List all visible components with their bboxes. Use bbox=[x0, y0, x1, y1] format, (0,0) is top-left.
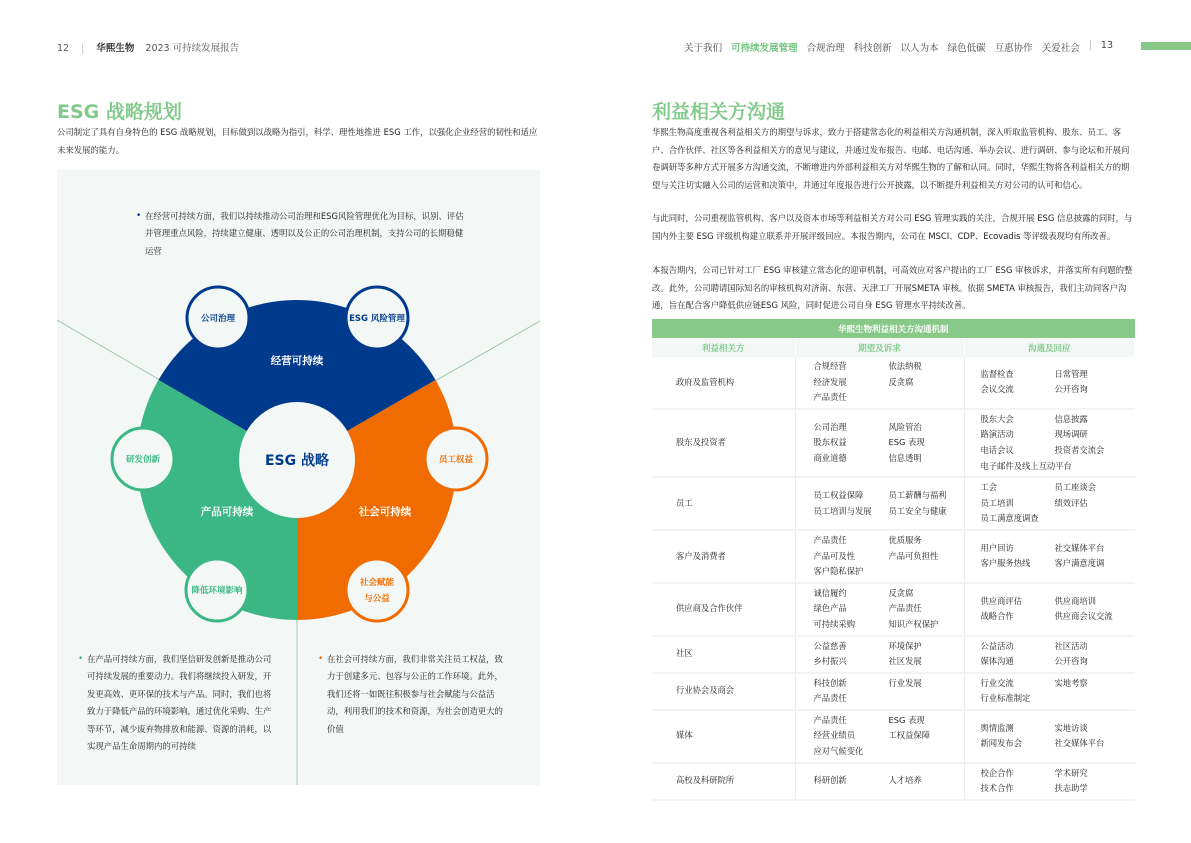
node-label: 与公益 bbox=[364, 594, 390, 604]
response-item: 员工满意度调查 bbox=[980, 513, 1039, 524]
expectation-item: 产品责任 bbox=[813, 534, 847, 545]
right-paragraph-3: 本报告期内，公司已针对工厂 ESG 审核建立常态化的迎审机制，可高效应对客户提出的工厂 ESG 审核诉求，并落实所有问题的整改。此外，公司聘请国际知名的审核机构对济南、东营、天津工厂开展SMETA 审核。依据 SMETA 审核报告，我们主动同客户沟通，旨在配合客户降低供应链ESG 风险，同时促进公司自身 ESG 管理水平持续改善。 bbox=[652, 265, 1133, 311]
response-item: 信息披露 bbox=[1054, 413, 1088, 424]
response-item: 客户服务热线 bbox=[980, 558, 1031, 569]
bullet-society: • 在社会可持续方面，我们非常关注员工权益，致力于创建多元、包容与公正的工作环境。此外，我们还将一如既往积极参与社会赋能与公益活动，利用我们的技术和资源，为社会创造更大的价值 bbox=[318, 654, 503, 734]
response-item: 用户回访 bbox=[980, 542, 1014, 553]
column-header: 利益相关方 bbox=[652, 338, 795, 357]
nav-item[interactable]: 绿色低碳 bbox=[947, 43, 986, 54]
response-item: 会议交流 bbox=[980, 384, 1014, 395]
expectation-item: 社区发展 bbox=[888, 656, 922, 667]
expectation-item: 反贪腐 bbox=[888, 587, 914, 598]
table-row bbox=[652, 583, 1135, 636]
right-paragraph-1: 华熙生物高度重视各利益相关方的期望与诉求，致力于搭建常态化的利益相关方沟通机制，深入听取监管机构、股东、员工、客户、合作伙伴、社区等各利益相关方的意见与建议，并通过发布报告、电邮、电话沟通、举办会议、进行调研、参与论坛和开展问卷调研等多种方式开展多方沟通交流，不断增进内外部利益相关方对华熙生物的了解和认同。同时，华熙生物将各利益相关方的期望与关注切实融入公司的运营和决策中，并通过年度报告进行公开披露，以不断提升利益相关方对公司的认可和信心。 bbox=[652, 127, 1130, 190]
response-item: 社交媒体平台 bbox=[1054, 542, 1105, 553]
nav-item[interactable]: 科技创新 bbox=[853, 43, 892, 54]
expectation-item: 诚信履约 bbox=[813, 587, 847, 598]
response-item: 员工培训 bbox=[980, 497, 1014, 508]
stakeholder-name: 行业协会及商会 bbox=[652, 673, 795, 710]
expectation-item: 员工培训与发展 bbox=[813, 505, 872, 516]
expectation-item: 股东权益 bbox=[813, 437, 847, 448]
response-item: 行业交流 bbox=[980, 677, 1014, 688]
bullet-text: 在产品可持续方面，我们坚信研发创新是推动公司可持续发展的重要动力。我们将继续投入研发，开发更高效、更环保的技术与产品。同时，我们也将致力于降低产品的环境影响，通过优化采购、生产等环节，减少废弃物排放和能源、资源的消耗，以实现产品生命周期内的可持续 bbox=[87, 654, 272, 752]
bullet-text: 在经营可持续方面，我们以持续推动公司治理和ESG风险管理优化为目标，识别、评估并管理重点风险，持续建立健康、透明以及公正的公司治理机制，支持公司的长期稳健运营 bbox=[145, 211, 464, 256]
segment-label: 产品可持续 bbox=[200, 506, 254, 518]
expectation-item: 经营业绩员 bbox=[813, 730, 855, 741]
response-item: 电子邮件及线上互动平台 bbox=[980, 460, 1072, 471]
stakeholder-name: 社区 bbox=[652, 636, 795, 673]
response-item: 行业标准制定 bbox=[980, 693, 1031, 704]
response-item: 扶志助学 bbox=[1054, 783, 1088, 794]
expectation-item: 产品责任 bbox=[813, 392, 847, 403]
company-name: 华熙生物 bbox=[96, 43, 135, 54]
expectation-item: 乡村振兴 bbox=[813, 656, 847, 667]
left-title: ESG 战略规划 bbox=[57, 101, 182, 123]
nav-item[interactable]: 以人为本 bbox=[900, 43, 939, 54]
stakeholder-name: 政府及监管机构 bbox=[652, 357, 795, 409]
esg-strategy-panel bbox=[57, 170, 540, 785]
response-item: 实地考察 bbox=[1054, 677, 1088, 688]
expectation-item: 公益慈善 bbox=[813, 640, 847, 651]
left-page-header bbox=[57, 40, 239, 54]
expectation-item: 科技创新 bbox=[813, 677, 847, 688]
expectation-item: 知识产权保护 bbox=[888, 618, 939, 629]
nav-item[interactable]: 可持续发展管理 bbox=[731, 43, 798, 54]
response-item: 战略合作 bbox=[980, 611, 1014, 622]
response-item: 股东大会 bbox=[980, 413, 1014, 424]
nav-item[interactable]: 关于我们 bbox=[684, 43, 723, 54]
response-item: 公开咨询 bbox=[1054, 384, 1088, 395]
bullet-product: • 在产品可持续方面，我们坚信研发创新是推动公司可持续发展的重要动力。我们将继续投入研发，开发更高效、更环保的技术与产品。同时，我们也将致力于降低产品的环境影响，通过优化采购、生产等环节，减少废弃物排放和能源、资源的消耗，以实现产品生命周期内的可持续 bbox=[78, 654, 272, 752]
table-row bbox=[652, 763, 1135, 800]
expectation-item: 信息透明 bbox=[888, 452, 922, 463]
expectation-item: 优质服务 bbox=[888, 534, 922, 545]
expectation-item: 经济发展 bbox=[813, 376, 847, 387]
response-item: 供应商评估 bbox=[980, 595, 1022, 606]
stakeholder-name: 客户及消费者 bbox=[652, 530, 795, 583]
stakeholder-table bbox=[652, 319, 1135, 801]
stakeholder-name: 高校及科研院所 bbox=[652, 763, 795, 800]
stakeholder-name: 供应商及合作伙伴 bbox=[652, 583, 795, 636]
stakeholder-name: 媒体 bbox=[652, 710, 795, 763]
separator: | bbox=[81, 43, 85, 54]
expectation-item: 可持续采购 bbox=[813, 618, 855, 629]
expectation-item: 人才培养 bbox=[888, 775, 922, 786]
response-item: 公开咨询 bbox=[1054, 656, 1088, 667]
expectation-item: 产品可及性 bbox=[813, 550, 855, 561]
table-row bbox=[652, 409, 1135, 477]
response-item: 技术合作 bbox=[980, 783, 1014, 794]
expectation-item: 科研创新 bbox=[813, 775, 847, 786]
stakeholder-name: 股东及投资者 bbox=[652, 409, 795, 477]
expectation-item: 员工安全与健康 bbox=[888, 505, 947, 516]
expectation-item: 应对气候变化 bbox=[813, 746, 864, 757]
column-header: 期望及诉求 bbox=[795, 338, 964, 357]
expectation-item: 客户隐私保护 bbox=[813, 566, 864, 577]
table-caption: 华熙生物利益相关方沟通机制 bbox=[652, 319, 1135, 338]
node-label: 降低环境影响 bbox=[191, 586, 243, 596]
response-item: 监督检查 bbox=[980, 368, 1014, 379]
response-item: 学术研究 bbox=[1054, 767, 1088, 778]
left-intro: 公司制定了具有自身特色的 ESG 战略规划，目标做到以战略为指引，科学、理性地推进 ESG 工作，以强化企业经营的韧性和适应未来发展的能力。 bbox=[57, 127, 538, 155]
bullet-text: 在社会可持续方面，我们非常关注员工权益，致力于创建多元、包容与公正的工作环境。此外，我们还将一如既往积极参与社会赋能与公益活动，利用我们的技术和资源，为社会创造更大的价值 bbox=[327, 654, 503, 734]
response-item: 校企合作 bbox=[980, 767, 1014, 778]
page-number: 12 bbox=[57, 43, 70, 54]
expectation-item: 产品可负担性 bbox=[888, 550, 939, 561]
table-row bbox=[652, 530, 1135, 583]
response-item: 公益活动 bbox=[980, 640, 1014, 651]
right-paragraph-2: 与此同时，公司重视监管机构、客户以及资本市场等利益相关方对公司 ESG 管理实践的关注，合规开展 ESG 信息披露的同时，与国内外主要 ESG 评级机构建立联系并开展评级回应。本报告期内，公司在 MSCI、CDP、Ecovadis 等评级表现均有所改善。 bbox=[652, 213, 1133, 241]
expectation-item: 行业发展 bbox=[888, 677, 922, 688]
expectation-item: 公司治理 bbox=[813, 421, 847, 432]
expectation-item: 绿色产品 bbox=[813, 603, 847, 614]
table-row bbox=[652, 477, 1135, 530]
right-title: 利益相关方沟通 bbox=[652, 101, 786, 123]
response-item: 媒体沟通 bbox=[980, 656, 1014, 667]
response-item: 实地访谈 bbox=[1054, 722, 1088, 733]
expectation-item: 环境保护 bbox=[888, 640, 922, 651]
node-label: ESG 风险管理 bbox=[349, 314, 405, 324]
bullet-operations: • 在经营可持续方面，我们以持续推动公司治理和ESG风险管理优化为目标，识别、评估并管理重点风险，持续建立健康、透明以及公正的公司治理机制，支持公司的长期稳健运营 bbox=[136, 211, 464, 256]
expectation-item: 合规经营 bbox=[813, 361, 847, 371]
table-row bbox=[652, 710, 1135, 763]
expectation-item: ESG 表现 bbox=[888, 714, 925, 725]
response-item: 工会 bbox=[980, 482, 998, 493]
node-label: 员工权益 bbox=[438, 455, 474, 465]
report-name: 2023 可持续发展报告 bbox=[145, 43, 240, 54]
response-item: 新闻发布会 bbox=[980, 738, 1022, 749]
column-header: 沟通及回应 bbox=[964, 338, 1135, 357]
node-label: 社会赋能 bbox=[359, 578, 395, 588]
node-label: 研发创新 bbox=[125, 455, 161, 465]
response-item: 社区活动 bbox=[1054, 640, 1088, 651]
expectation-item: 产品责任 bbox=[813, 714, 847, 725]
response-item: 现场调研 bbox=[1054, 429, 1088, 440]
page-number: 13 bbox=[1100, 40, 1113, 51]
page-accent-bar bbox=[1141, 42, 1191, 50]
response-item: 员工座谈会 bbox=[1054, 482, 1096, 493]
response-item: 社交媒体平台 bbox=[1054, 738, 1105, 749]
response-item: 日常管理 bbox=[1054, 368, 1088, 379]
separator: | bbox=[1088, 40, 1092, 51]
response-item: 供应商培训 bbox=[1054, 595, 1096, 606]
expectation-item: 依法纳税 bbox=[888, 361, 922, 371]
node-circle bbox=[346, 559, 408, 621]
expectation-item: ESG 表现 bbox=[888, 437, 925, 448]
table-row bbox=[652, 357, 1135, 409]
expectation-item: 产品责任 bbox=[813, 693, 847, 704]
section-nav bbox=[684, 40, 1113, 54]
expectation-item: 风险管治 bbox=[888, 421, 922, 432]
segment-label: 经营可持续 bbox=[270, 355, 324, 367]
stakeholder-name: 员工 bbox=[652, 477, 795, 530]
nav-item[interactable]: 合规治理 bbox=[806, 43, 845, 54]
expectation-item: 反贪腐 bbox=[888, 376, 914, 387]
nav-item[interactable]: 关爱社会 bbox=[1041, 43, 1080, 54]
table-row bbox=[652, 636, 1135, 673]
center-label: ESG 战略 bbox=[264, 453, 330, 469]
response-item: 绩效评估 bbox=[1054, 497, 1088, 508]
table-row bbox=[652, 673, 1135, 710]
expectation-item: 商业道德 bbox=[813, 452, 847, 463]
response-item: 舆情监测 bbox=[980, 722, 1014, 733]
expectation-item: 员工权益保障 bbox=[813, 489, 864, 500]
response-item: 客户满意度调 bbox=[1054, 558, 1105, 569]
expectation-item: 员工薪酬与福利 bbox=[888, 489, 947, 500]
response-item: 投资者交流会 bbox=[1054, 444, 1105, 455]
node-label: 公司治理 bbox=[200, 314, 236, 324]
response-item: 路演活动 bbox=[980, 429, 1014, 440]
nav-item[interactable]: 互惠协作 bbox=[994, 43, 1033, 54]
expectation-item: 产品责任 bbox=[888, 603, 922, 614]
segment-label: 社会可持续 bbox=[358, 506, 412, 518]
expectation-item: 工权益保障 bbox=[888, 730, 930, 741]
response-item: 电话会议 bbox=[980, 444, 1014, 455]
response-item: 供应商会议交流 bbox=[1054, 611, 1113, 622]
